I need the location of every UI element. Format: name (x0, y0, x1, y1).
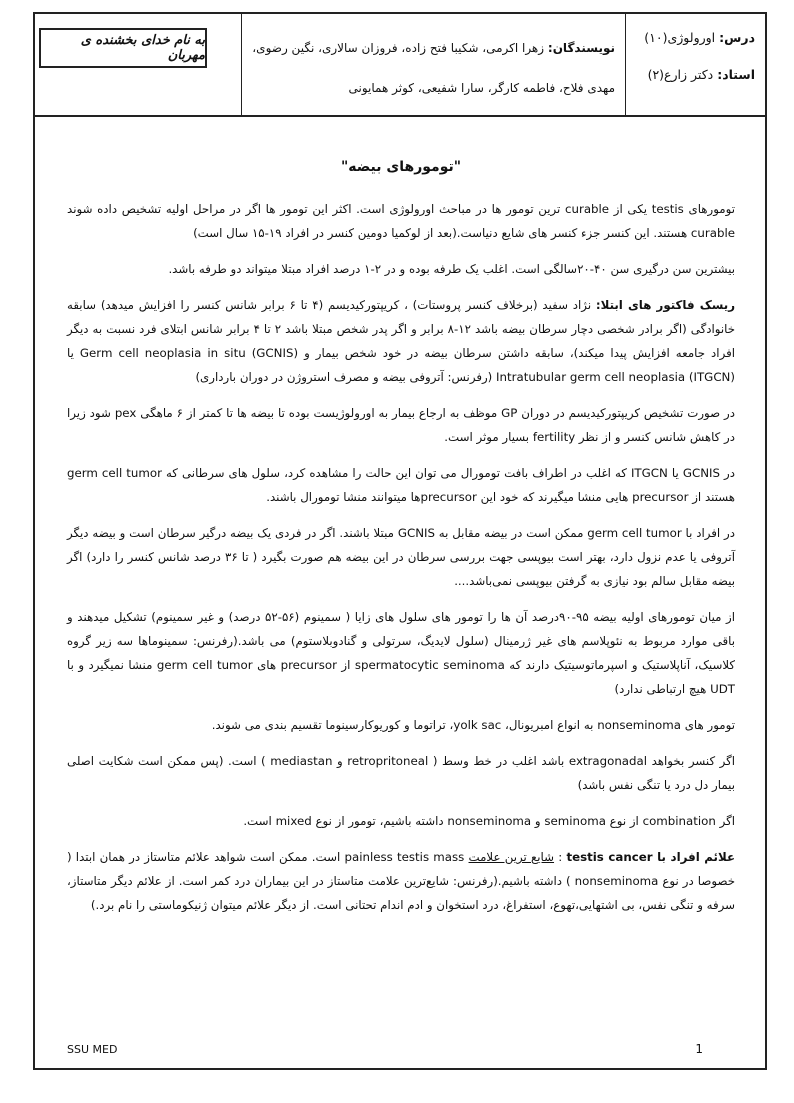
teacher-label: استاد: (717, 67, 755, 82)
footer-label: SSU MED (67, 1043, 118, 1056)
blessing-text: به نام خدای بخشنده ی مهربان (39, 28, 207, 68)
authors-line-1 (247, 28, 615, 68)
course-value: اورولوژی(۱۰) (644, 30, 716, 45)
paragraph-cryptorchidism: در صورت تشخیص کریپتورکیدیسم در دوران GP موظف به ارجاع بیمار به اورولوژیست بوده تا بیضه ها تا کمتر از ۶ ماهگی pex شود زیرا در کاهش شانس کنسر و از نظر fertility بسیار موثر است. (67, 406, 735, 444)
paragraph-germ-cell: از میان تومورهای اولیه بیضه ۹۵-۹۰درصد آن ها را تومور های سلول های زایا ( سمینوم (۵۶-۵۲ درصد) و غیر سمینوم) تشکیل میدهند و باقی موارد مربوط به نئوپلاسم های غیر ژرمینال (سلول لایدیگ، سرتولی و گنادوبلاستوم) می باشد.(رفرنس: سمینوماها سه زیر گروه کلاسیک، آناپلاستیک و اسپرماتوسیتیک دارند که spermatocytic seminoma از precursor های germ cell tumor منشا نمیگیرد و با UDT هیچ ارتباطی ندارد) (67, 610, 736, 696)
document-title: "تومورهای بیضه" (340, 159, 462, 175)
paragraph-symptoms (67, 845, 735, 917)
course-row (626, 30, 755, 45)
symptoms-label: علائم افراد با testis cancer (566, 850, 736, 864)
paragraph-age: بیشترین سن درگیری سن ۴۰-۲۰سالگی است. اغلب یک طرفه بوده و در ۲-۱ درصد افراد مبتلا میتواند دو طرفه باشد. (168, 262, 735, 276)
paragraph-intro: تومورهای testis یکی از curable ترین تومور ها در مباحث اورولوژی است. اکثر این تومور ها اگر در مراحل اولیه تشخیص داده شوند curable هستند. این کنسر جزء کنسر های شایع دنیاست.(بعد از لوکمیا دومین کنسر در افراد ۱۹-۱۵ سال است) (67, 202, 736, 240)
authors-label: نویسندگان: (547, 41, 615, 55)
teacher-row (626, 67, 755, 82)
course-label: درس: (719, 30, 755, 45)
paragraph-mixed: اگر combination از نوع seminoma و nonseminoma داشته باشیم، تومور از نوع mixed است. (243, 814, 735, 828)
paragraph-gcnis: در GCNIS یا ITGCN که اغلب در اطراف بافت تومورال می توان این حالت را مشاهده کرد، سلول های سرطانی که germ cell tumor هستند از precursor هایی منشا میگیرند که خود این precursorها میتوانند منشا تومورال باشند. (67, 466, 735, 504)
symptoms-text: painless testis mass است. ممکن است شواهد علائم متاستاز در همان ابتدا ( خصوصا در نوع nonseminoma ) داشته باشیم.(رفرنس: شایع‌ترین علامت متاستاز در این بیماران درد کمر است. از علائم دیگر متاستاز، سرفه و تنگی نفس، بی اشتهایی،تهوع، استفراغ، درد استخوان و ادم اندام تحتانی است. از دیگر علائم میتوان ژنیکوماستی را نام برد.) (67, 850, 735, 912)
authors-info (239, 14, 625, 115)
document-body (67, 155, 735, 929)
symptoms-colon: : (554, 850, 563, 864)
paragraph-extragonadal: اگر کنسر بخواهد extragonadal باشد اغلب در خط وسط ( retropritoneal و mediastan ) است. (پس ممکن است شکایت اصلی بیمار دل درد یا تنگی نفس باشد) (67, 754, 736, 792)
document-header (35, 14, 765, 117)
risk-factors-text: نژاد سفید (برخلاف کنسر پروستات) ، کریپتورکیدیسم (۴ تا ۶ برابر شانس کنسر را افزایش میدهد) سابقه خانوادگی (اگر برادر شخصی دچار سرطان بیضه باشد ۱۲-۸ برابر و اگر پدر شخص مبتلا باشد ۲ تا ۴ برابر شانس ابتلای فرد نسبت به دیگر افراد جامعه افزایش پیدا میکند)، سابقه داشتن سرطان بیضه در خود شخص بیمار و Germ cell neoplasia in situ (GCNIS) یا Intratubular germ cell neoplasia (ITGCN) (رفرنس: آتروفی بیضه و مصرف استروژن در دوران بارداری) (67, 298, 735, 384)
paragraph-nonseminoma: تومور های nonseminoma به انواع امبریونال، yolk sac، تراتوما و کوریوکارسینوما تقسیم بندی می شوند. (211, 718, 735, 732)
authors-names-1: زهرا اکرمی، شکیبا فتح زاده، فروزان سالاری، نگین رضوی، (252, 41, 545, 55)
symptoms-underlined: شایع ترین علامت (468, 850, 555, 864)
blessing-cell (35, 14, 242, 115)
page-frame (33, 12, 767, 1070)
page-number: 1 (695, 1042, 703, 1056)
paragraph-biopsy: در افراد با germ cell tumor ممکن است در بیضه مقابل به GCNIS مبتلا باشند. اگر در فردی یک بیضه درگیر سرطان است و بیضه دیگر آتروفی یا عدم نزول دارد، بهتر است بیوپسی جهت بررسی سرطان در این بیضه هم صورت بگیرد ( تا ۳۶ درصد شانس کنسر را دارد) اگر بیضه مقابل سالم بود نیازی به گرفتن بیوپسی نمی‌باشد.... (67, 526, 735, 588)
paragraph-risk-factors (67, 293, 735, 389)
teacher-value: دکتر زارع(۲) (647, 67, 714, 82)
risk-factors-label: ریسک فاکتور های ابتلا: (595, 298, 735, 312)
course-info (625, 14, 765, 115)
authors-names-2: مهدی فلاح، فاطمه کارگر، سارا شفیعی، کوثر همایونی (348, 81, 615, 95)
